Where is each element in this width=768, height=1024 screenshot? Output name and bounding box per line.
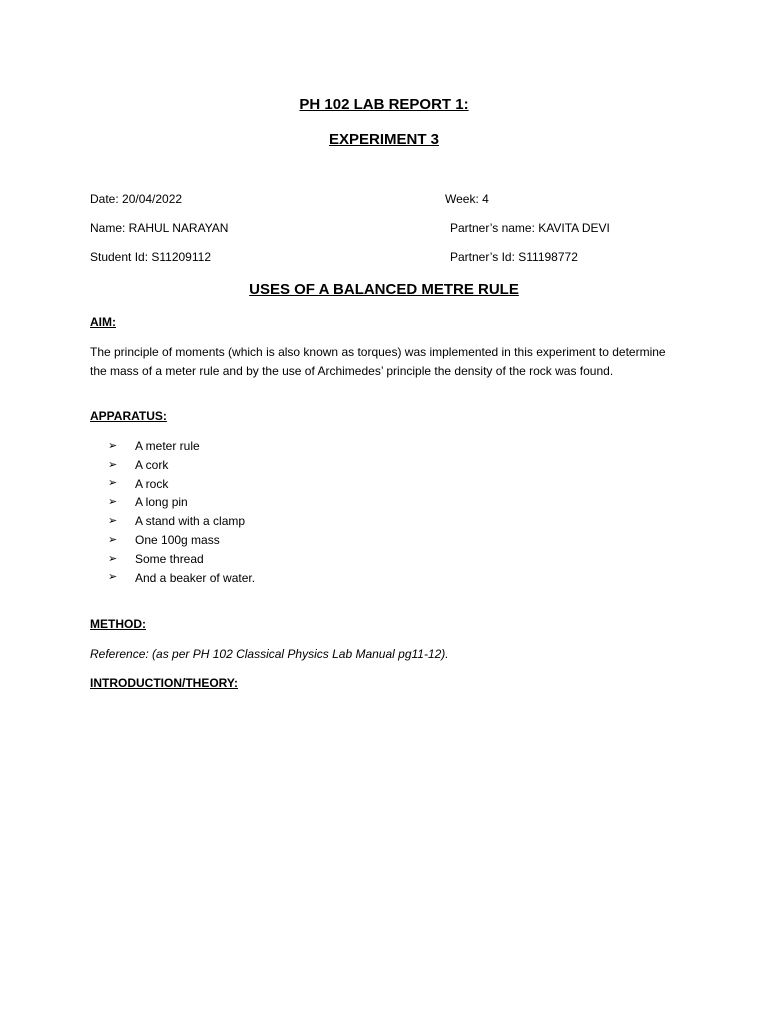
method-heading: METHOD: — [90, 617, 146, 631]
list-item: ➢ A rock — [108, 476, 169, 491]
arrowhead-bullet-icon: ➢ — [108, 439, 118, 452]
partner-id-field: Partner’s Id: S11198772 — [450, 250, 578, 264]
list-item: ➢ A long pin — [108, 495, 188, 510]
arrowhead-bullet-icon: ➢ — [108, 496, 118, 509]
date-field: Date: 20/04/2022 — [90, 192, 183, 206]
aim-text: The principle of moments (which is also known as torques) was implemented in this experiment to determine the mass of a meter rule and by the use of Archimedes’ principle the density of the rock was found. — [90, 345, 666, 378]
apparatus-heading: APPARATUS: — [90, 409, 167, 423]
apparatus-list — [108, 437, 255, 587]
list-item: ➢ One 100g mass — [108, 532, 220, 547]
experiment-name: USES OF A BALANCED METRE RULE — [249, 281, 519, 298]
arrowhead-bullet-icon: ➢ — [108, 552, 118, 565]
aim-heading: AIM: — [90, 315, 116, 329]
week-field: Week: 4 — [445, 192, 489, 206]
arrowhead-bullet-icon: ➢ — [108, 571, 118, 584]
name-field: Name: RAHUL NARAYAN — [90, 221, 229, 235]
arrowhead-bullet-icon: ➢ — [108, 515, 118, 528]
arrowhead-bullet-icon: ➢ — [108, 477, 118, 490]
list-item: ➢ A stand with a clamp — [108, 514, 246, 529]
introduction-heading: INTRODUCTION/THEORY: — [90, 676, 238, 690]
list-item: ➢ And a beaker of water. — [108, 570, 256, 585]
method-reference: Reference: (as per PH 102 Classical Physics Lab Manual pg11-12). — [90, 647, 449, 661]
list-item: ➢ A meter rule — [108, 439, 200, 453]
arrowhead-bullet-icon: ➢ — [108, 458, 118, 471]
list-item: ➢ Some thread — [108, 551, 204, 566]
partner-name-field: Partner’s name: KAVITA DEVI — [450, 221, 610, 235]
list-item: ➢ A cork — [108, 457, 169, 472]
report-title: PH 102 LAB REPORT 1: — [299, 96, 469, 113]
experiment-title: EXPERIMENT 3 — [328, 131, 440, 148]
student-id-field: Student Id: S11209112 — [90, 250, 211, 264]
arrowhead-bullet-icon: ➢ — [108, 533, 118, 546]
